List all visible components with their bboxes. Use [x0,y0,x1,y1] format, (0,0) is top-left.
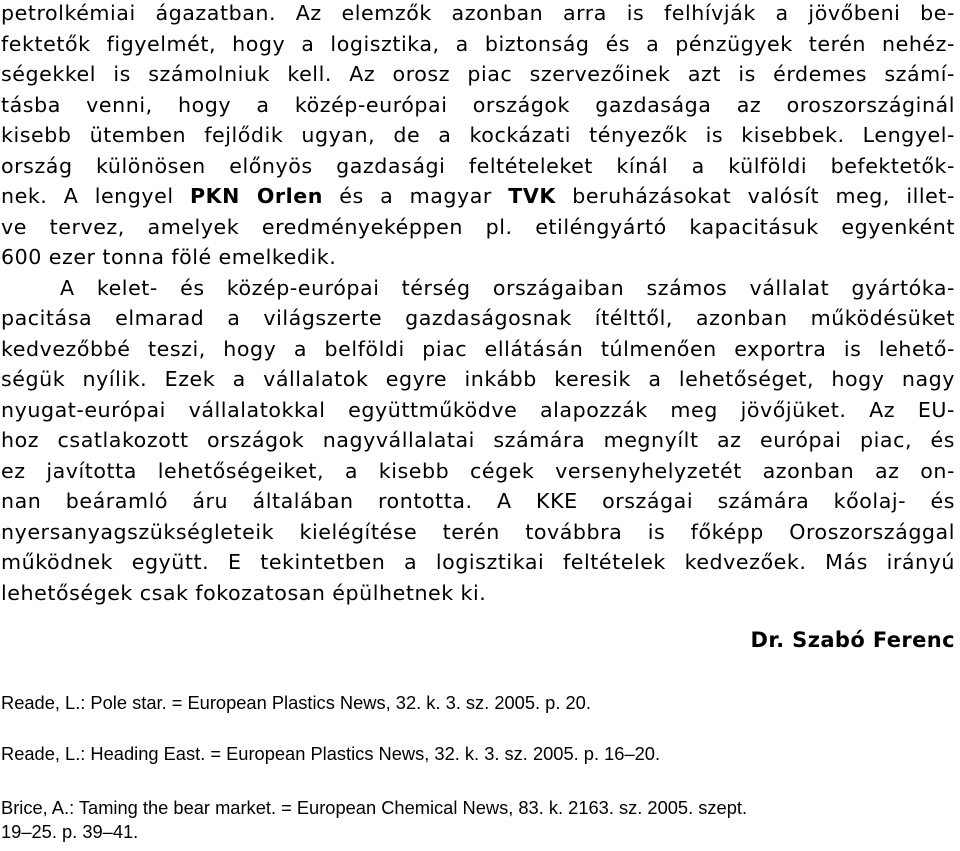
text-line: ez javította lehetőségeiket, a kisebb cégek versenyhelyzetét azonban az on- [1,458,955,483]
text-line: tásba venni, hogy a közép-európai országok gazdasága az oroszországinál [1,92,955,117]
article-body [1,0,955,608]
paragraph-start-line: A kelet- és közép-európai térség országaiban számos vállalat gyártóka- [60,275,955,300]
text-line: ve tervez, amelyek eredményeképpen pl. etiléngyártó kapacitásuk egyenként [1,214,955,239]
text-line: nyersanyagszükségleteik kielégítése terén továbbra is főképp Oroszországgal [1,519,955,544]
text-line: hoz csatlakozott országok nagyvállalatai számára megnyílt az európai piac, és [1,428,955,452]
reference-line: Brice, A.: Taming the bear market. = European Chemical News, 83. k. 2163. sz. 2005. szept. [1,797,748,818]
text-line: működnek együtt. E tekintetben a logisztikai feltételek kedvezőek. Más irányú [1,550,955,574]
reference-item [1,796,941,844]
text-line: nyugat-európai vállalatokkal együttműködve alapozzák meg jövőjüket. Az EU- [1,397,955,422]
text-segment: és a magyar [322,184,509,208]
text-line: ország különösen előnyös gazdasági feltételeket kínál a külföldi befektetők- [1,153,955,178]
text-line: ségük nyílik. Ezek a vállalatok egyre inkább keresik a lehetőséget, hogy nagy [1,367,955,391]
text-segment: beruházásokat valósít meg, illet- [555,184,955,208]
text-line-with-company-names [1,181,955,212]
text-line: petrolkémiai ágazatban. Az elemzők azonban arra is felhívják a jövőbeni be- [1,1,955,25]
company-name-pkn-orlen: PKN Orlen [189,184,323,208]
text-line: pacitása elmarad a világszerte gazdaságosnak ítélttől, azonban működésüket [1,306,955,330]
text-line: lehetőségek csak fokozatosan épülhetnek ki. [1,580,487,605]
text-line: 600 ezer tonna fölé emelkedik. [1,245,337,269]
text-line: kisebb ütemben fejlődik ugyan, de a kockázati tényezők is kisebbek. Lengyel- [1,123,955,147]
text-line: nan beáramló áru általában rontotta. A KKE országai számára kőolaj- és [1,489,955,513]
text-segment: nek. A lengyel [1,184,190,208]
text-line: fektetők figyelmét, hogy a logisztika, a biztonság és a pénzügyek terén nehéz- [1,31,955,56]
reference-item: Reade, L.: Heading East. = European Plastics News, 32. k. 3. sz. 2005. p. 16–20. [1,743,661,764]
text-line: kedvezőbbé teszi, hogy a belföldi piac ellátásán túlmenően exportra is lehető- [1,336,955,361]
author-signature: Dr. Szabó Ferenc [750,628,955,652]
text-line: ségekkel is számolniuk kell. Az orosz piac szervezőinek azt is érdemes számí- [1,62,955,86]
reference-item: Reade, L.: Pole star. = European Plastics News, 32. k. 3. sz. 2005. p. 20. [1,692,591,713]
company-name-tvk: TVK [508,184,556,208]
reference-line: 19–25. p. 39–41. [1,821,139,842]
